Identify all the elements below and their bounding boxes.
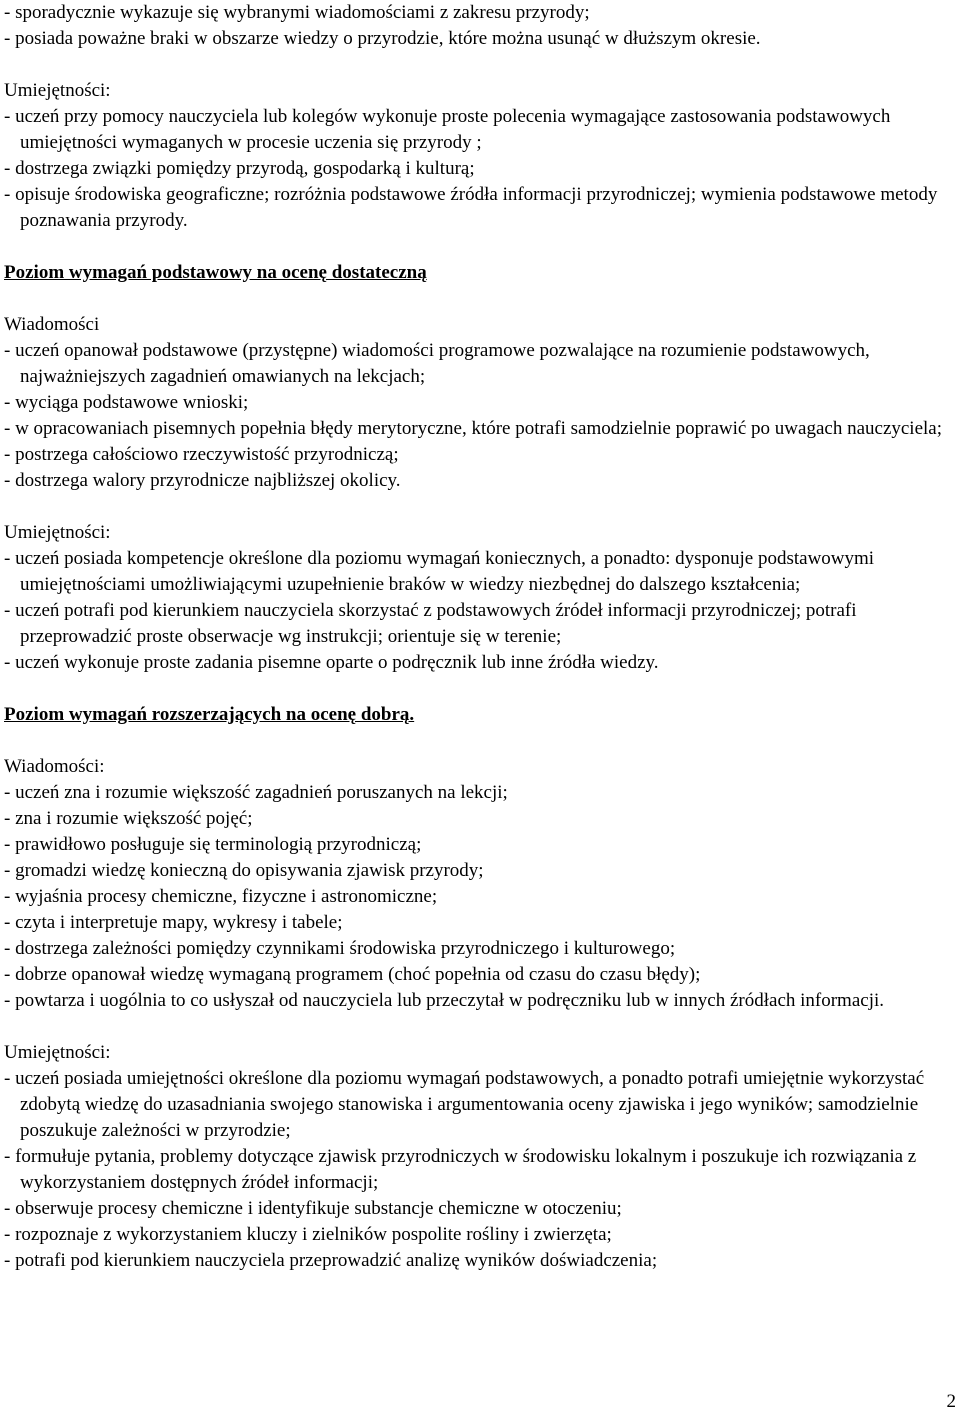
list-item: - formułuje pytania, problemy dotyczące zjawisk przyrodniczych w środowisku lokalnym i poszukuje ich rozwiązania z wykorzystaniem dostępnych źródeł informacji; [4, 1146, 917, 1193]
list-item: - zna i rozumie większość pojęć; [4, 808, 253, 829]
section-dobra [4, 702, 956, 1274]
spacer [4, 728, 956, 754]
spacer [4, 286, 956, 312]
top-list [4, 0, 956, 52]
list-item: - wyjaśnia procesy chemiczne, fizyczne i astronomiczne; [4, 886, 438, 907]
list-item: - uczeń zna i rozumie większość zagadnień poruszanych na lekcji; [4, 782, 508, 803]
spacer [4, 1014, 956, 1040]
list-item: - czyta i interpretuje mapy, wykresy i tabele; [4, 912, 343, 933]
page-number: 2 [946, 1391, 956, 1412]
section-dostateczna [4, 260, 956, 676]
document-page [4, 0, 956, 1274]
list-item: - uczeń posiada kompetencje określone dla poziomu wymagań koniecznych, a ponadto: dysponuje podstawowymi umiejętnościami umożliwiającymi uzupełnienie braków w wiedzy niezbędnej do dalszego kształcenia; [4, 548, 875, 595]
spacer [4, 494, 956, 520]
list-item: - posiada poważne braki w obszarze wiedzy o przyrodzie, które można usunąć w dłuższym okresie. [4, 28, 761, 49]
list-item: - obserwuje procesy chemiczne i identyfikuje substancje chemiczne w otoczeniu; [4, 1198, 622, 1219]
spacer [4, 676, 956, 702]
list-item: - uczeń przy pomocy nauczyciela lub kolegów wykonuje proste polecenia wymagające zastosowania podstawowych umiejętności wymaganych w procesie uczenia się przyrody ; [4, 106, 891, 153]
spacer [4, 52, 956, 78]
list-item: - w opracowaniach pisemnych popełnia błędy merytoryczne, które potrafi samodzielnie poprawić po uwagach nauczyciela; [4, 418, 943, 439]
list-item: - rozpoznaje z wykorzystaniem kluczy i zielników pospolite rośliny i zwierzęta; [4, 1224, 612, 1245]
section-heading: Poziom wymagań podstawowy na ocenę dostateczną [4, 262, 427, 283]
list-item: - opisuje środowiska geograficzne; rozróżnia podstawowe źródła informacji przyrodniczej; wymienia podstawowe metody poznawania przyrody. [4, 184, 938, 231]
list-item: - dostrzega związki pomiędzy przyrodą, gospodarką i kulturą; [4, 158, 475, 179]
skills-section-1 [4, 78, 956, 234]
list-item: - prawidłowo posługuje się terminologią przyrodniczą; [4, 834, 422, 855]
list-item: - wyciąga podstawowe wnioski; [4, 392, 249, 413]
list-item: - dobrze opanował wiedzę wymaganą programem (choć popełnia od czasu do czasu błędy); [4, 964, 701, 985]
knowledge-label: Wiadomości: [4, 756, 105, 777]
list-item: - dostrzega walory przyrodnicze najbliższej okolicy. [4, 470, 401, 491]
list-item: - uczeń potrafi pod kierunkiem nauczyciela skorzystać z podstawowych źródeł informacji przyrodniczej; potrafi przeprowadzić proste obserwacje wg instrukcji; orientuje się w terenie; [4, 600, 857, 647]
list-item: - potrafi pod kierunkiem nauczyciela przeprowadzić analizę wyników doświadczenia; [4, 1250, 658, 1271]
skills-label: Umiejętności: [4, 80, 111, 101]
list-item: - uczeń opanował podstawowe (przystępne) wiadomości programowe pozwalające na rozumienie podstawowych, najważniejszych zagadnień omawianych na lekcjach; [4, 340, 870, 387]
list-item: - postrzega całościowo rzeczywistość przyrodniczą; [4, 444, 399, 465]
list-item: - gromadzi wiedzę konieczną do opisywania zjawisk przyrody; [4, 860, 484, 881]
list-item: - uczeń posiada umiejętności określone dla poziomu wymagań podstawowych, a ponadto potrafi umiejętnie wykorzystać zdobytą wiedzę do uzasadniania swojego stanowiska i argumentowania oceny zjawiska i jego wyników; samodzielnie poszukuje zależności w przyrodzie; [4, 1068, 925, 1141]
list-item: - dostrzega zależności pomiędzy czynnikami środowiska przyrodniczego i kulturowego; [4, 938, 676, 959]
knowledge-label: Wiadomości [4, 314, 100, 335]
skills-label: Umiejętności: [4, 1042, 111, 1063]
list-item: - powtarza i uogólnia to co usłyszał od nauczyciela lub przeczytał w podręczniku lub w innych źródłach informacji. [4, 990, 885, 1011]
list-item: - sporadycznie wykazuje się wybranymi wiadomościami z zakresu przyrody; [4, 2, 590, 23]
list-item: - uczeń wykonuje proste zadania pisemne oparte o podręcznik lub inne źródła wiedzy. [4, 652, 659, 673]
skills-label: Umiejętności: [4, 522, 111, 543]
section-heading: Poziom wymagań rozszerzających na ocenę dobrą. [4, 704, 415, 725]
spacer [4, 234, 956, 260]
